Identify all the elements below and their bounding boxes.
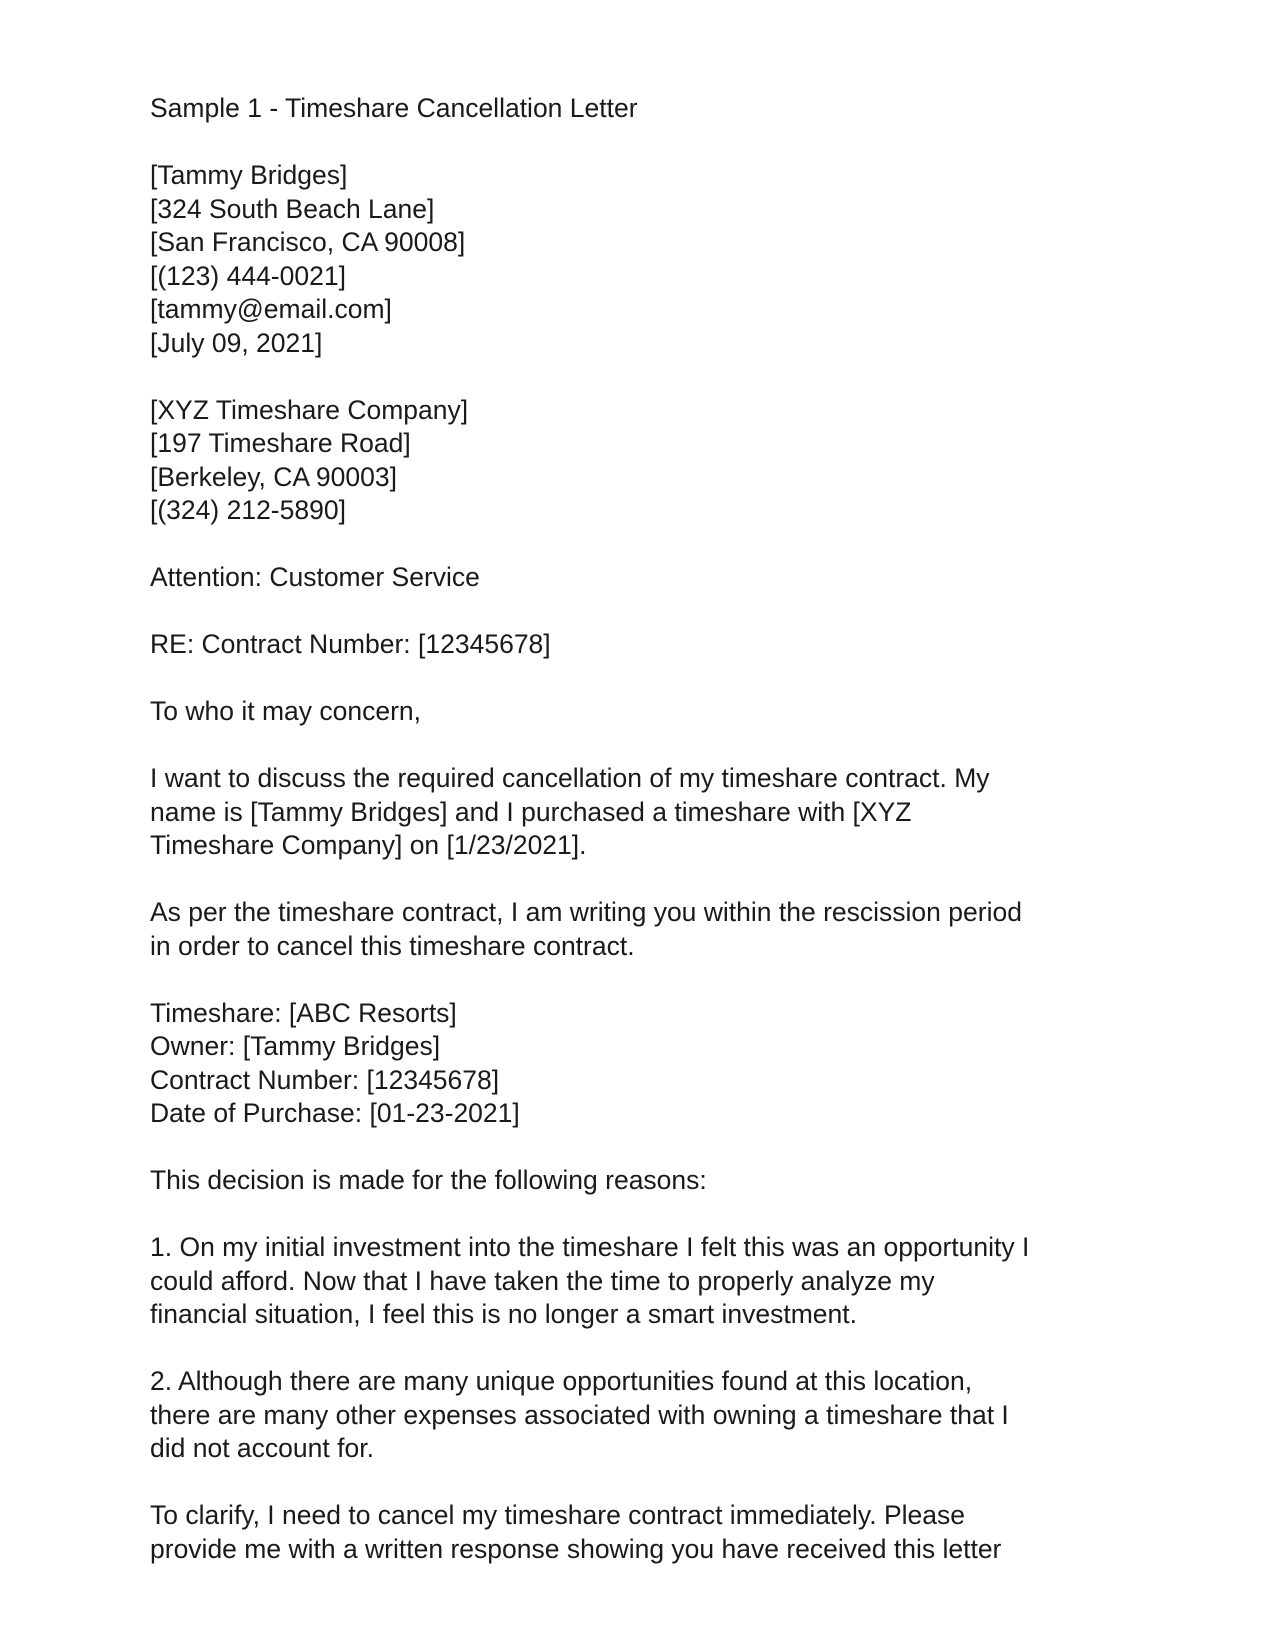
paragraph-intro <box>150 762 1150 863</box>
spacer <box>150 863 1150 897</box>
recipient-phone: [(324) 212-5890] <box>150 495 346 525</box>
salutation: To who it may concern, <box>150 696 422 726</box>
sender-street: [324 South Beach Lane] <box>150 193 435 224</box>
spacer <box>150 729 1150 763</box>
spacer <box>150 963 1150 997</box>
recipient-street: [197 Timeshare Road] <box>150 428 411 458</box>
spacer <box>150 1466 1150 1500</box>
paragraph-line: in order to cancel this timeshare contract. <box>150 930 635 961</box>
paragraph-line: name is [Tammy Bridges] and I purchased a timeshare with [XYZ <box>150 796 912 827</box>
paragraph-line: financial situation, I feel this is no longer a smart investment. <box>150 1299 858 1329</box>
closing-paragraph <box>150 1499 1150 1566</box>
paragraph-line: could afford. Now that I have taken the time to properly analyze my <box>150 1265 935 1296</box>
document-title: Sample 1 - Timeshare Cancellation Letter <box>150 93 638 123</box>
sender-name: [Tammy Bridges] <box>150 160 348 190</box>
paragraph-rescission <box>150 896 1150 963</box>
detail-contract-number: Contract Number: [12345678] <box>150 1064 500 1095</box>
attention-line: Attention: Customer Service <box>150 562 480 592</box>
recipient-block <box>150 394 1150 528</box>
recipient-city-line: [Berkeley, CA 90003] <box>150 461 397 492</box>
detail-timeshare: Timeshare: [ABC Resorts] <box>150 997 457 1028</box>
paragraph-line: 1. On my initial investment into the timeshare I felt this was an opportunity I <box>150 1232 1030 1262</box>
spacer <box>150 1332 1150 1366</box>
spacer <box>150 1131 1150 1165</box>
reasons-intro: This decision is made for the following reasons: <box>150 1165 707 1195</box>
paragraph-line: provide me with a written response showing you have received this letter <box>150 1533 1002 1564</box>
paragraph-line: I want to discuss the required cancellation of my timeshare contract. My <box>150 763 990 793</box>
sender-block <box>150 159 1150 360</box>
spacer <box>150 528 1150 562</box>
re-line: RE: Contract Number: [12345678] <box>150 629 551 659</box>
spacer <box>150 360 1150 394</box>
paragraph-line: did not account for. <box>150 1433 374 1463</box>
recipient-company: [XYZ Timeshare Company] <box>150 394 469 425</box>
letter-date: [July 09, 2021] <box>150 327 323 358</box>
sender-city-line: [San Francisco, CA 90008] <box>150 227 466 257</box>
reason-1 <box>150 1231 1150 1332</box>
paragraph-line: 2. Although there are many unique opportunities found at this location, <box>150 1366 973 1396</box>
paragraph-line: As per the timeshare contract, I am writing you within the rescission period <box>150 897 1022 927</box>
sender-phone: [(123) 444-0021] <box>150 260 346 291</box>
contract-details <box>150 997 1150 1131</box>
spacer <box>150 662 1150 696</box>
reason-2 <box>150 1365 1150 1466</box>
sender-email: [tammy@email.com] <box>150 294 392 324</box>
detail-date-of-purchase: Date of Purchase: [01-23-2021] <box>150 1098 520 1128</box>
spacer <box>150 1198 1150 1232</box>
paragraph-line: there are many other expenses associated with owning a timeshare that I <box>150 1399 1009 1430</box>
spacer <box>150 595 1150 629</box>
detail-owner: Owner: [Tammy Bridges] <box>150 1031 441 1061</box>
paragraph-line: Timeshare Company] on [1/23/2021]. <box>150 830 587 860</box>
letter-page <box>150 92 1150 1566</box>
paragraph-line: To clarify, I need to cancel my timeshare contract immediately. Please <box>150 1500 965 1530</box>
